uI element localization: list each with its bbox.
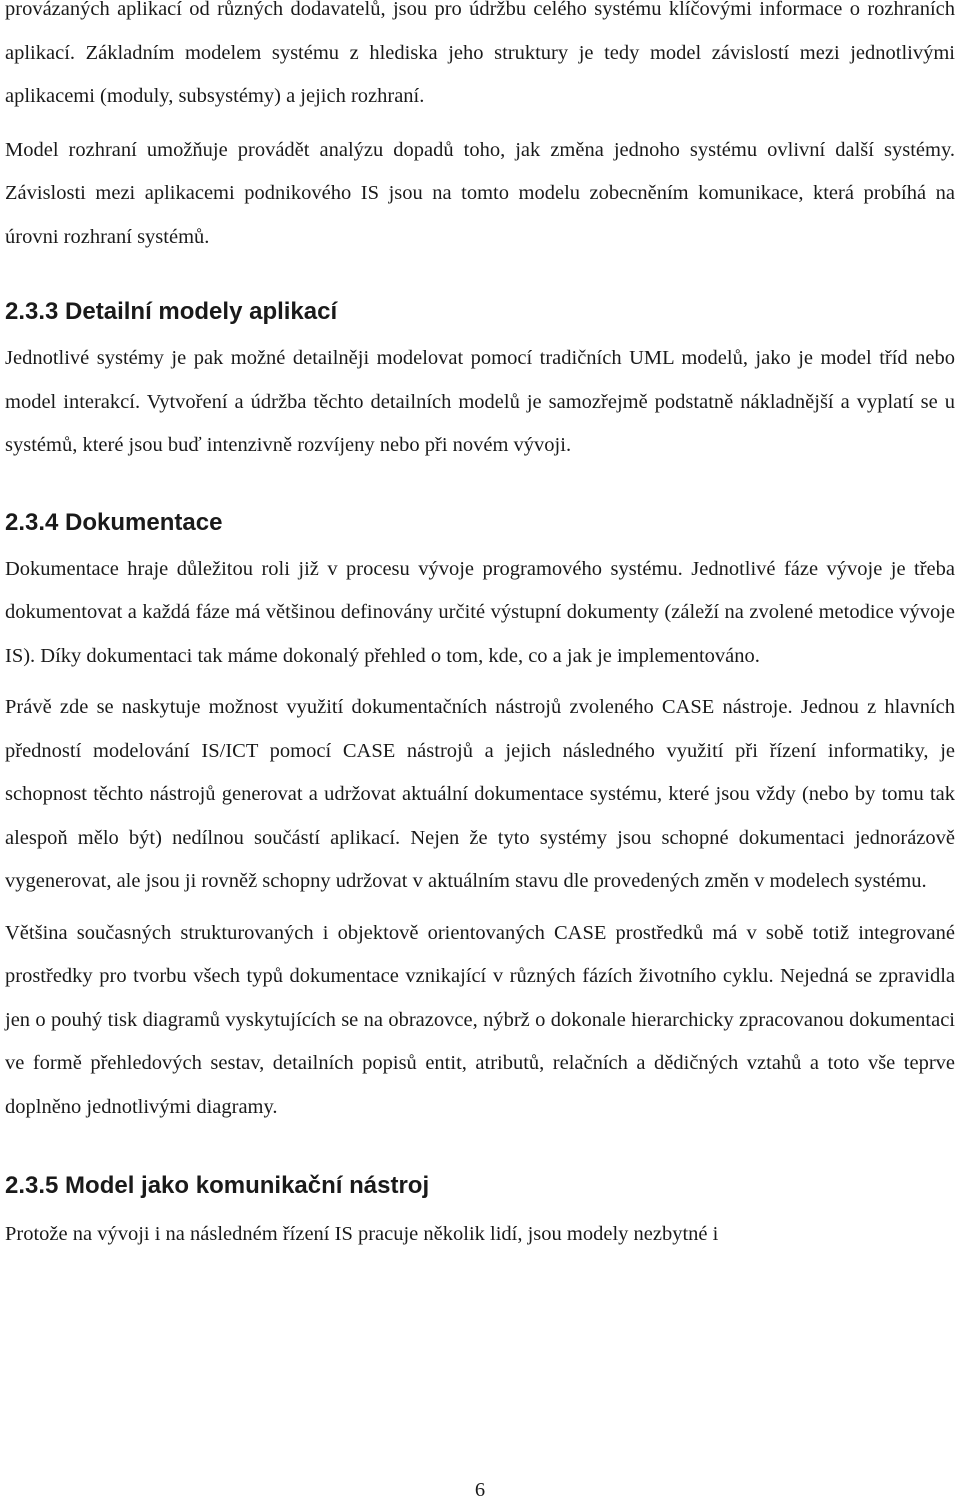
paragraph-case-documentation: Většina současných strukturovaných i objektově orientovaných CASE prostředků má v sobě totiž integrované prostředky pro tvorbu všech typů dokumentace vznikající v různých fázích životního cyklu. Nejedná se zpravidla jen o pouhý tisk diagramů vyskytujících se na obrazovce, nýbrž o dokonale hierarchicky zpracovanou dokumentaci ve formě přehledových sestav, detailních popisů entit, atributů, relačních a dědičných vztahů a toto vše teprve doplněno jednotlivými diagramy.	[5, 921, 955, 1118]
paragraph-case-tools: Právě zde se naskytuje možnost využití dokumentačních nástrojů zvoleného CASE nástroje. Jednou z hlavních předností modelování IS/ICT pomocí CASE nástrojů a jejich následného využití při řízení informatiky, je schopnost těchto nástrojů generovat a udržovat aktuální dokumentace systému, které jsou vždy (nebo by tomu tak alespoň mělo být) nedílnou součástí aplikací. Nejen že tyto systémy jsou schopné dokumentaci jednorázově vygenerovat, ale jsou ji rovněž schopny udržovat v aktuálním stavu dle provedených změn v modelech systému.	[5, 696, 955, 892]
paragraph-interfaces-intro: provázaných aplikací od různých dodavatelů, jsou pro údržbu celého systému klíčovými informace o rozhraních aplikací. Základním modelem systému z hlediska jeho struktury je tedy model závislostí mezi jednotlivými aplikacemi (moduly, subsystémy) a jejich rozhraní.	[5, 0, 955, 107]
paragraph-documentation: Dokumentace hraje důležitou roli již v procesu vývoje programového systému. Jednotlivé fáze vývoje je třeba dokumentovat a každá fáze má většinou definovány určité výstupní dokumenty (záleží na zvolené metodice vývoje IS). Díky dokumentaci tak máme dokonalý přehled o tom, kde, co a jak je implementováno.	[5, 557, 955, 667]
heading-documentation: 2.3.4 Dokumentace	[5, 508, 223, 536]
paragraph-interface-model: Model rozhraní umožňuje provádět analýzu dopadů toho, jak změna jednoho systému ovlivní další systémy. Závislosti mezi aplikacemi podnikového IS jsou na tomto modelu zobecněním komunikace, která probíhá na úrovni rozhraní systémů.	[5, 138, 955, 248]
heading-detailed-models: 2.3.3 Detailní modely aplikací	[5, 298, 338, 325]
heading-model-communication: 2.3.5 Model jako komunikační nástroj	[5, 1172, 430, 1199]
document-page	[5, 0, 955, 1257]
paragraph-model-communication: Protože na vývoji i na následném řízení IS pracuje několik lidí, jsou modely nezbytné i	[5, 1223, 719, 1245]
paragraph-detailed-models: Jednotlivé systémy je pak možné detailněji modelovat pomocí tradičních UML modelů, jako je model tříd nebo model interakcí. Vytvoření a údržba těchto detailních modelů je samozřejmě podstatně nákladnější a vyplatí se u systémů, které jsou buď intenzivně rozvíjeny nebo při novém vývoji.	[5, 347, 955, 456]
page-number: 6	[474, 1479, 486, 1501]
